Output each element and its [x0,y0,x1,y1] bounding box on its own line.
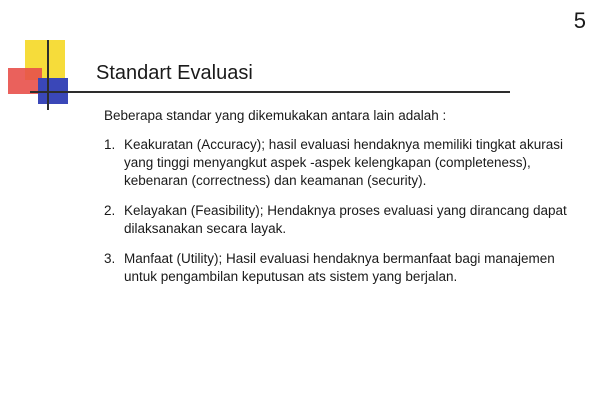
standards-list [104,136,574,286]
list-item-text: Kelayakan (Feasibility); Hendaknya proses evaluasi yang dirancang dapat dilaksanakan secara layak. [124,203,567,236]
list-item [104,250,574,286]
vertical-rule [47,40,49,110]
list-item-number: 3. [104,251,116,266]
list-item-number: 1. [104,137,116,152]
page-number: 5 [573,8,586,33]
list-item-text: Keakuratan (Accuracy); hasil evaluasi hendaknya memiliki tingkat akurasi yang tinggi menyangkut aspek -aspek kelengkapan (completeness), kebenaran (correctness) dan keamanan (security). [124,137,563,188]
list-item-number: 2. [104,203,116,218]
list-item-text: Manfaat (Utility); Hasil evaluasi hendaknya bermanfaat bagi manajemen untuk pengambilan keputusan ats sistem yang berjalan. [124,251,555,284]
slide-content [104,107,574,298]
list-item [104,202,574,238]
list-item [104,136,574,190]
slide-title: Standart Evaluasi [96,62,253,84]
title-underline-rule [30,91,510,93]
intro-text: Beberapa standar yang dikemukakan antara lain adalah : [104,108,447,123]
